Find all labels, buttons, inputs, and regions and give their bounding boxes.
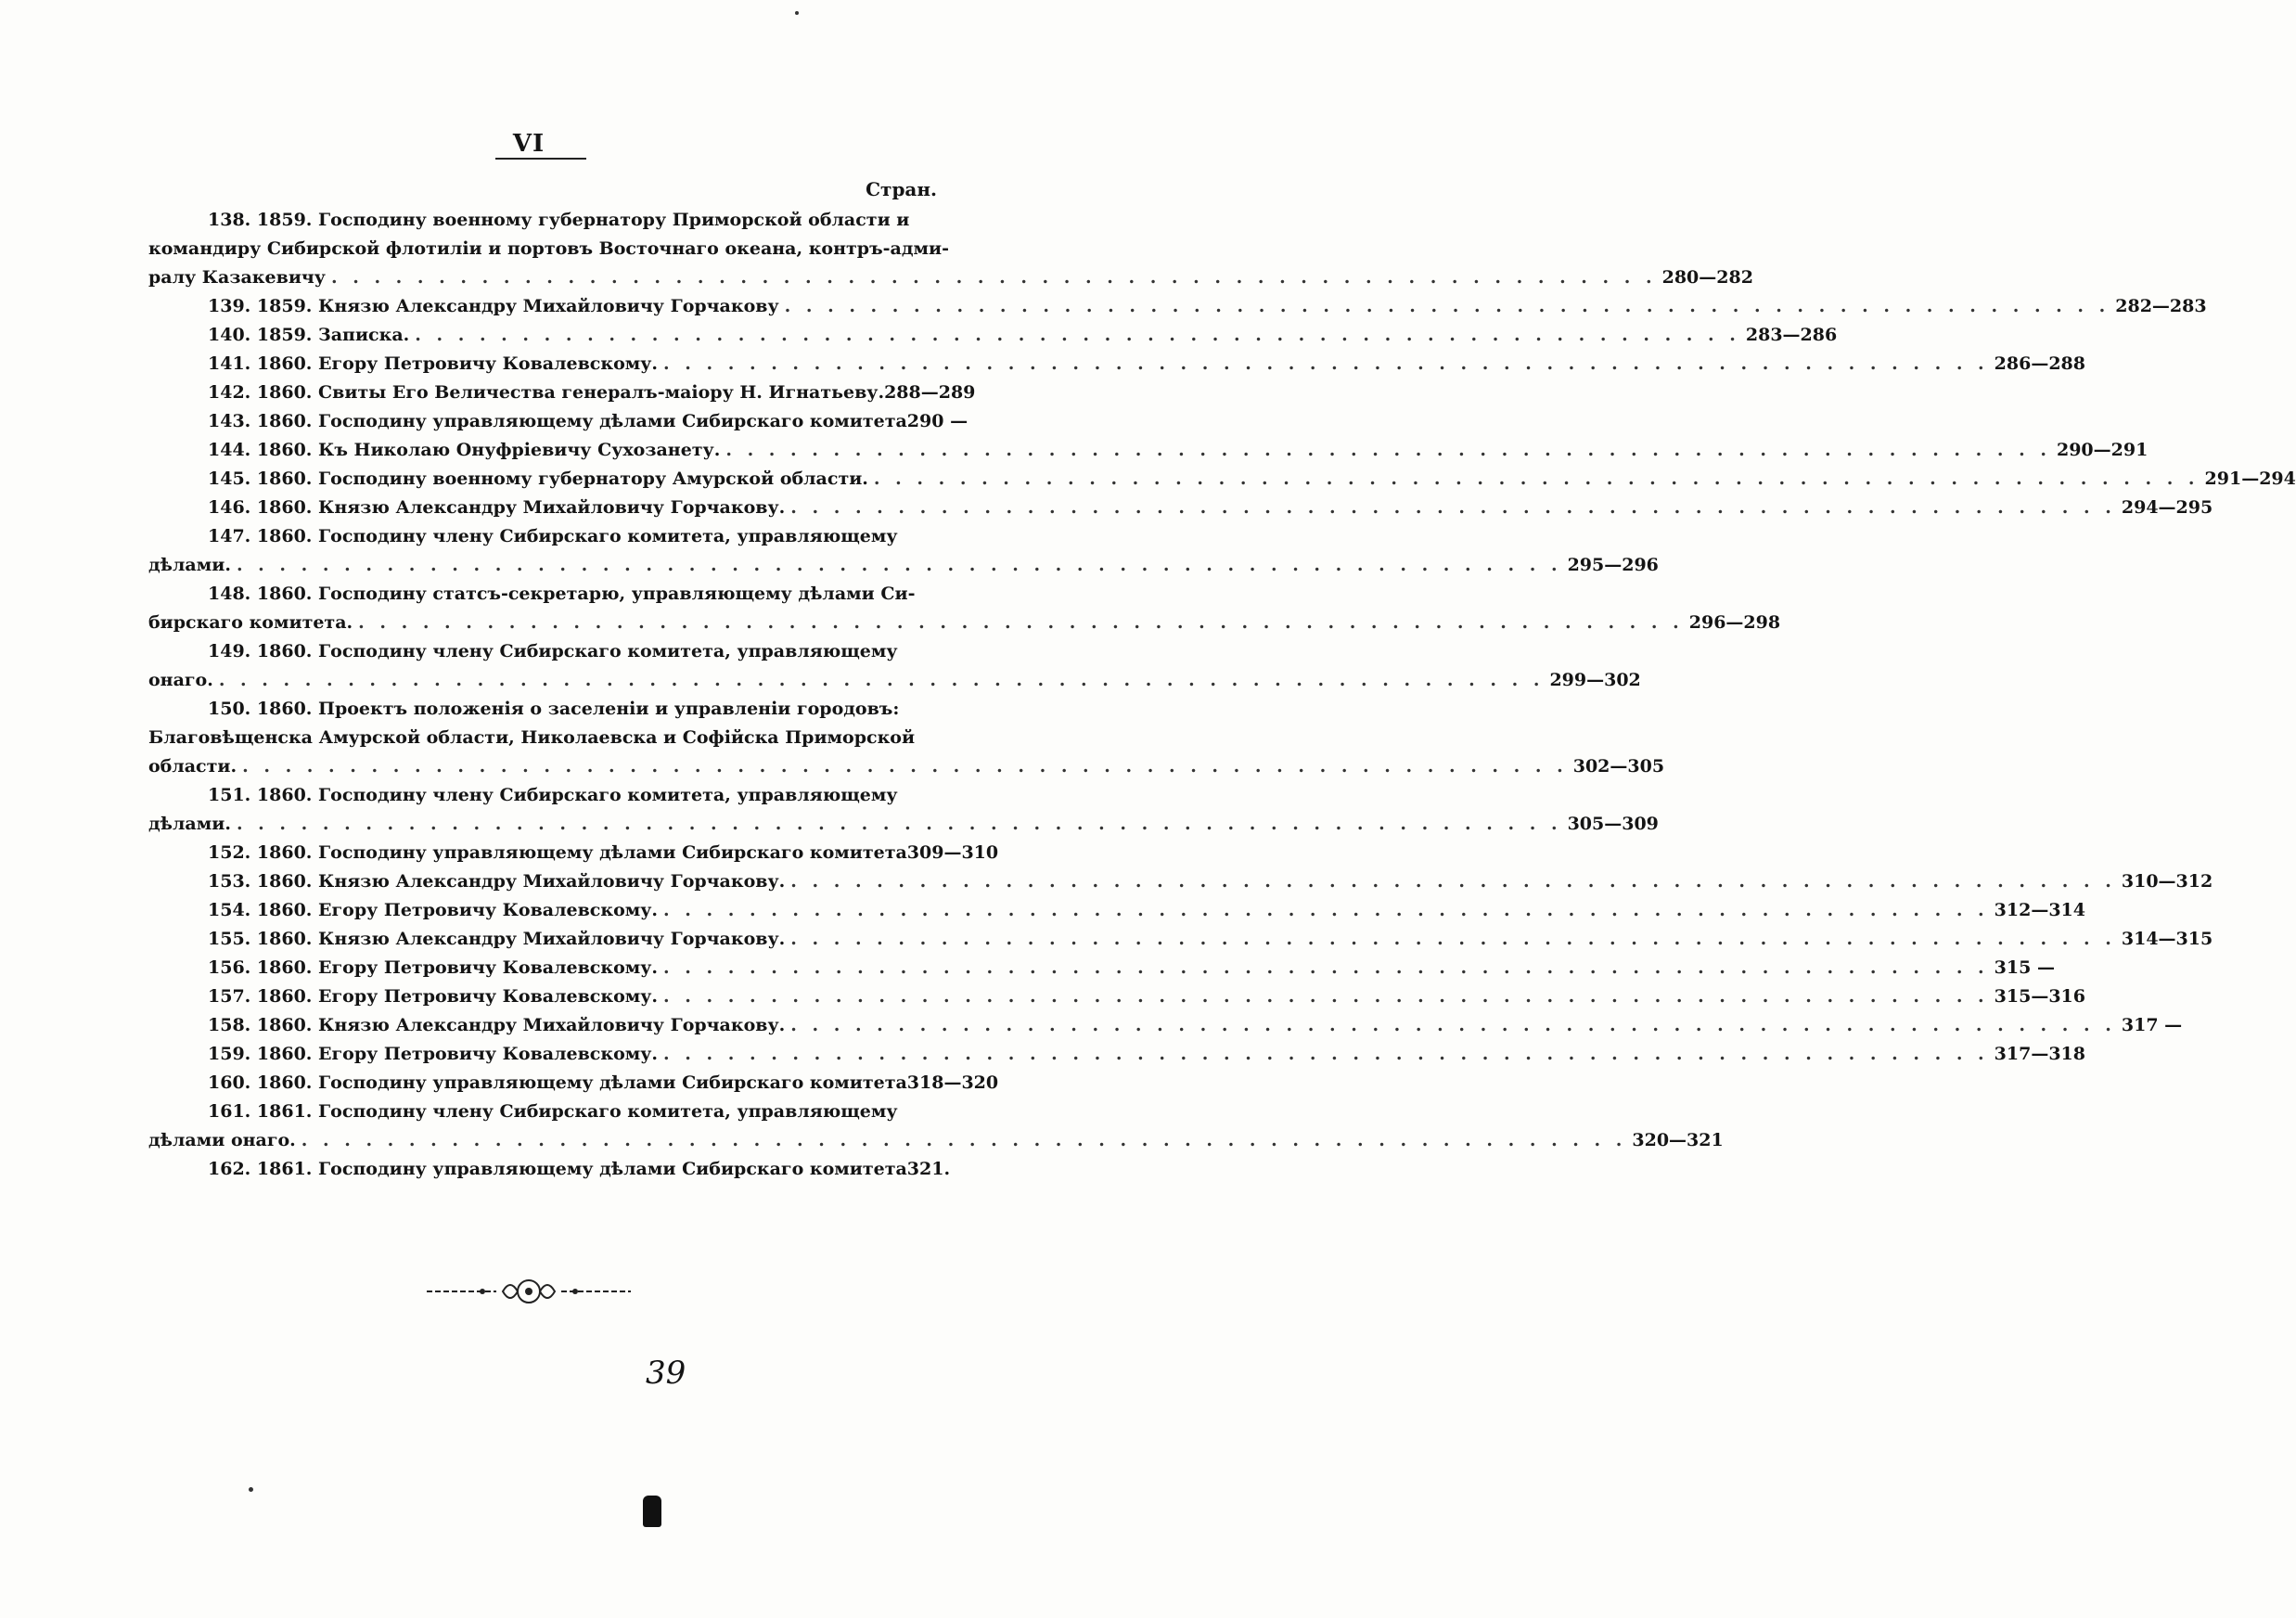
dot-leader [415, 321, 1740, 350]
toc-entry [148, 1069, 999, 1098]
toc-entry [148, 206, 1753, 292]
entry-year: 1860. [256, 871, 313, 892]
dot-leader [725, 436, 2051, 465]
toc-entry [148, 954, 2055, 982]
toc-entry-line [148, 1069, 999, 1098]
ornament-divider [0, 1273, 1058, 1310]
toc-entry-line [148, 494, 2213, 522]
entry-number: 158. [208, 1015, 251, 1035]
entry-title: Господину управляющему дѣлами Сибирскаго комитета [318, 1072, 907, 1093]
entry-number: 143. [208, 411, 251, 431]
header-rule [495, 158, 586, 160]
entry-year: 1859. [256, 296, 313, 316]
entry-number: 149. [208, 641, 251, 661]
dot-leader [790, 867, 2116, 896]
entry-year: 1860. [256, 411, 313, 431]
entry-number: 144. [208, 440, 251, 460]
entry-title: Къ Николаю Онуфріевичу Сухозанету. [318, 440, 721, 460]
toc-entry [148, 1011, 2183, 1040]
entry-title: Господину члену Сибирскаго комитета, управляющему [318, 526, 898, 546]
toc-entry-line [148, 695, 937, 724]
toc-entry [148, 637, 1641, 695]
toc-entry-line [148, 1155, 951, 1184]
entry-pages: 299—302 [1549, 670, 1641, 690]
entry-pages: 296—298 [1688, 612, 1781, 633]
entry-number: 160. [208, 1072, 251, 1093]
entry-title: Князю Александру Михайловичу Горчакову. [318, 929, 786, 949]
toc-entry-line [148, 551, 1659, 580]
toc-entry-line [148, 609, 1781, 637]
entry-pages: 291—294 [2204, 469, 2296, 489]
entry-year: 1860. [256, 929, 313, 949]
toc-entry-line [148, 1040, 2085, 1069]
entry-pages: 320—321 [1632, 1130, 1724, 1150]
entry-pages: 280—282 [1661, 267, 1753, 288]
entry-title: Господину управляющему дѣлами Сибирскаго комитета [318, 411, 907, 431]
dot-leader [663, 982, 1989, 1011]
dot-leader [358, 609, 1684, 637]
toc-entry [148, 407, 968, 436]
toc-entry-line [148, 752, 1665, 781]
entry-pages: 295—296 [1567, 555, 1659, 575]
toc-entry-line [148, 1126, 1724, 1155]
entry-number: 151. [208, 785, 251, 805]
entry-title: Господину члену Сибирскаго комитета, управляющему [318, 641, 898, 661]
entry-title: Господину члену Сибирскаго комитета, управляющему [318, 1101, 898, 1122]
entry-number: 156. [208, 957, 251, 978]
entry-title: Господину управляющему дѣлами Сибирскаго комитета [318, 1159, 907, 1179]
entry-title: Князю Александру Михайловичу Горчакову. [318, 1015, 786, 1035]
toc-entry-line [148, 1011, 2183, 1040]
entry-pages: 305—309 [1567, 814, 1659, 834]
entry-year: 1860. [256, 986, 313, 1007]
pages-column-header: Стран. [866, 178, 937, 200]
toc-entry [148, 465, 2296, 494]
entry-title: командиру Сибирской флотиліи и портовъ Восточнаго океана, контръ-адми- [148, 238, 949, 259]
entry-title: дѣлами онаго. [148, 1130, 296, 1150]
toc-entry-line [148, 465, 2296, 494]
entry-pages: 318—320 [906, 1072, 999, 1093]
entry-year: 1860. [256, 526, 313, 546]
dot-leader [242, 752, 1568, 781]
entry-pages: 290 — [906, 411, 968, 431]
toc-entry-line [148, 867, 2213, 896]
table-of-contents [148, 206, 2296, 1184]
entry-year: 1859. [256, 325, 313, 345]
entry-pages: 314—315 [2121, 929, 2213, 949]
entry-number: 145. [208, 469, 251, 489]
dot-leader [663, 896, 1989, 925]
entry-title: дѣлами. [148, 814, 231, 834]
dot-leader [663, 350, 1989, 379]
entry-pages: 312—314 [1994, 900, 2085, 920]
toc-entry-line [148, 321, 1838, 350]
entry-number: 140. [208, 325, 251, 345]
entry-title: ралу Казакевичу [148, 267, 326, 288]
entry-number: 162. [208, 1159, 251, 1179]
dot-leader [219, 666, 1545, 695]
toc-entry [148, 781, 1659, 839]
toc-entry-line [148, 839, 999, 867]
entry-pages: 286—288 [1994, 353, 2085, 374]
entry-title: Егору Петровичу Ковалевскому. [318, 1044, 659, 1064]
entry-pages: 317 — [2121, 1015, 2183, 1035]
entry-pages: 294—295 [2121, 497, 2213, 518]
entry-title: Записка. [318, 325, 410, 345]
entry-number: 146. [208, 497, 251, 518]
entry-year: 1861. [256, 1159, 313, 1179]
page-number: VI [512, 130, 545, 158]
entry-title: Князю Александру Михайловичу Горчакову. [318, 871, 786, 892]
entry-title: Господину военному губернатору Приморской области и [318, 210, 910, 230]
toc-entry-line [148, 637, 937, 666]
entry-number: 142. [208, 382, 251, 403]
dot-leader [785, 292, 2110, 321]
entry-year: 1860. [256, 957, 313, 978]
toc-entry [148, 1098, 1724, 1155]
entry-title: Благовѣщенска Амурской области, Николаевска и Софійска Приморской [148, 727, 916, 748]
entry-pages: 288—289 [884, 382, 976, 403]
toc-entry [148, 379, 976, 407]
entry-number: 161. [208, 1101, 251, 1122]
dot-leader [790, 1011, 2116, 1040]
toc-entry-line [148, 1098, 937, 1126]
entry-year: 1860. [256, 1015, 313, 1035]
ornament-icon [427, 1273, 631, 1310]
toc-entry [148, 839, 999, 867]
entry-title: бирскаго комитета. [148, 612, 353, 633]
entry-title: Проектъ положенія о заселеніи и управленіи городовъ: [318, 699, 900, 719]
entry-title: Князю Александру Михайловичу Горчакову. [318, 497, 786, 518]
entry-number: 138. [208, 210, 251, 230]
entry-number: 148. [208, 584, 251, 604]
toc-entry-line [148, 982, 2085, 1011]
toc-entry-line [148, 379, 976, 407]
entry-number: 150. [208, 699, 251, 719]
entry-number: 155. [208, 929, 251, 949]
entry-pages: 321. [906, 1159, 951, 1179]
toc-entry [148, 436, 2148, 465]
toc-entry-line [148, 263, 1753, 292]
toc-entry [148, 1155, 951, 1184]
toc-entry [148, 1040, 2085, 1069]
entry-title: Господину военному губернатору Амурской области. [318, 469, 868, 489]
entry-number: 154. [208, 900, 251, 920]
toc-entry-line [148, 350, 2085, 379]
toc-entry [148, 695, 1665, 781]
entry-year: 1860. [256, 382, 313, 403]
entry-year: 1860. [256, 699, 313, 719]
entry-year: 1861. [256, 1101, 313, 1122]
toc-entry [148, 982, 2085, 1011]
toc-entry-line [148, 522, 937, 551]
entry-year: 1860. [256, 469, 313, 489]
dot-leader [790, 494, 2116, 522]
dot-leader [663, 1040, 1989, 1069]
entry-pages: 310—312 [2121, 871, 2213, 892]
toc-entry [148, 292, 2207, 321]
dot-leader [301, 1126, 1627, 1155]
entry-year: 1860. [256, 900, 313, 920]
toc-entry [148, 522, 1659, 580]
entry-year: 1860. [256, 1044, 313, 1064]
toc-entry-line [148, 781, 937, 810]
ink-mark [643, 1496, 661, 1527]
entry-number: 152. [208, 842, 251, 863]
entry-year: 1860. [256, 1072, 313, 1093]
entry-year: 1859. [256, 210, 313, 230]
entry-title: Егору Петровичу Ковалевскому. [318, 900, 659, 920]
handwritten-note: 39 [646, 1355, 686, 1392]
entry-pages: 317—318 [1994, 1044, 2085, 1064]
entry-title: Господину управляющему дѣлами Сибирскаго комитета [318, 842, 907, 863]
toc-entry-line [148, 925, 2213, 954]
entry-year: 1860. [256, 641, 313, 661]
dot-leader [331, 263, 1657, 292]
toc-entry-line [148, 954, 2055, 982]
toc-entry [148, 580, 1781, 637]
entry-pages: 302—305 [1572, 756, 1665, 777]
toc-entry-line [148, 407, 968, 436]
entry-number: 159. [208, 1044, 251, 1064]
dot-leader [237, 551, 1562, 580]
entry-pages: 309—310 [906, 842, 999, 863]
toc-entry-line [148, 810, 1659, 839]
dot-leader [874, 465, 2200, 494]
toc-entry [148, 321, 1838, 350]
speck [795, 11, 799, 15]
entry-pages: 315—316 [1994, 986, 2085, 1007]
entry-title: Егору Петровичу Ковалевскому. [318, 957, 659, 978]
entry-year: 1860. [256, 353, 313, 374]
dot-leader [237, 810, 1562, 839]
toc-entry-line [148, 235, 949, 263]
entry-title: онаго. [148, 670, 213, 690]
toc-entry-line [148, 580, 937, 609]
toc-entry-line [148, 666, 1641, 695]
toc-entry-line [148, 436, 2148, 465]
entry-number: 147. [208, 526, 251, 546]
entry-year: 1860. [256, 842, 313, 863]
toc-entry-line [148, 896, 2085, 925]
entry-title: Егору Петровичу Ковалевскому. [318, 353, 659, 374]
entry-number: 153. [208, 871, 251, 892]
entry-year: 1860. [256, 497, 313, 518]
entry-title: дѣлами. [148, 555, 231, 575]
toc-entry [148, 925, 2213, 954]
entry-title: Свиты Его Величества генералъ-маіору Н. Игнатьеву. [318, 382, 885, 403]
entry-number: 139. [208, 296, 251, 316]
entry-pages: 315 — [1994, 957, 2055, 978]
entry-number: 157. [208, 986, 251, 1007]
entry-year: 1860. [256, 440, 313, 460]
toc-entry-line [148, 292, 2207, 321]
entry-year: 1860. [256, 785, 313, 805]
dot-leader [663, 954, 1989, 982]
entry-number: 141. [208, 353, 251, 374]
dot-leader [790, 925, 2116, 954]
entry-title: области. [148, 756, 237, 777]
entry-pages: 290—291 [2056, 440, 2148, 460]
entry-year: 1860. [256, 584, 313, 604]
toc-entry [148, 494, 2213, 522]
speck [249, 1487, 253, 1492]
toc-entry-line [148, 206, 937, 235]
toc-entry [148, 350, 2085, 379]
entry-title: Егору Петровичу Ковалевскому. [318, 986, 659, 1007]
entry-pages: 283—286 [1745, 325, 1838, 345]
toc-entry-line [148, 724, 937, 752]
toc-entry [148, 867, 2213, 896]
entry-title: Господину члену Сибирскаго комитета, управляющему [318, 785, 898, 805]
entry-pages: 282—283 [2115, 296, 2207, 316]
entry-title: Господину статсъ-секретарю, управляющему дѣлами Си- [318, 584, 916, 604]
toc-entry [148, 896, 2085, 925]
entry-title: Князю Александру Михайловичу Горчакову [318, 296, 779, 316]
